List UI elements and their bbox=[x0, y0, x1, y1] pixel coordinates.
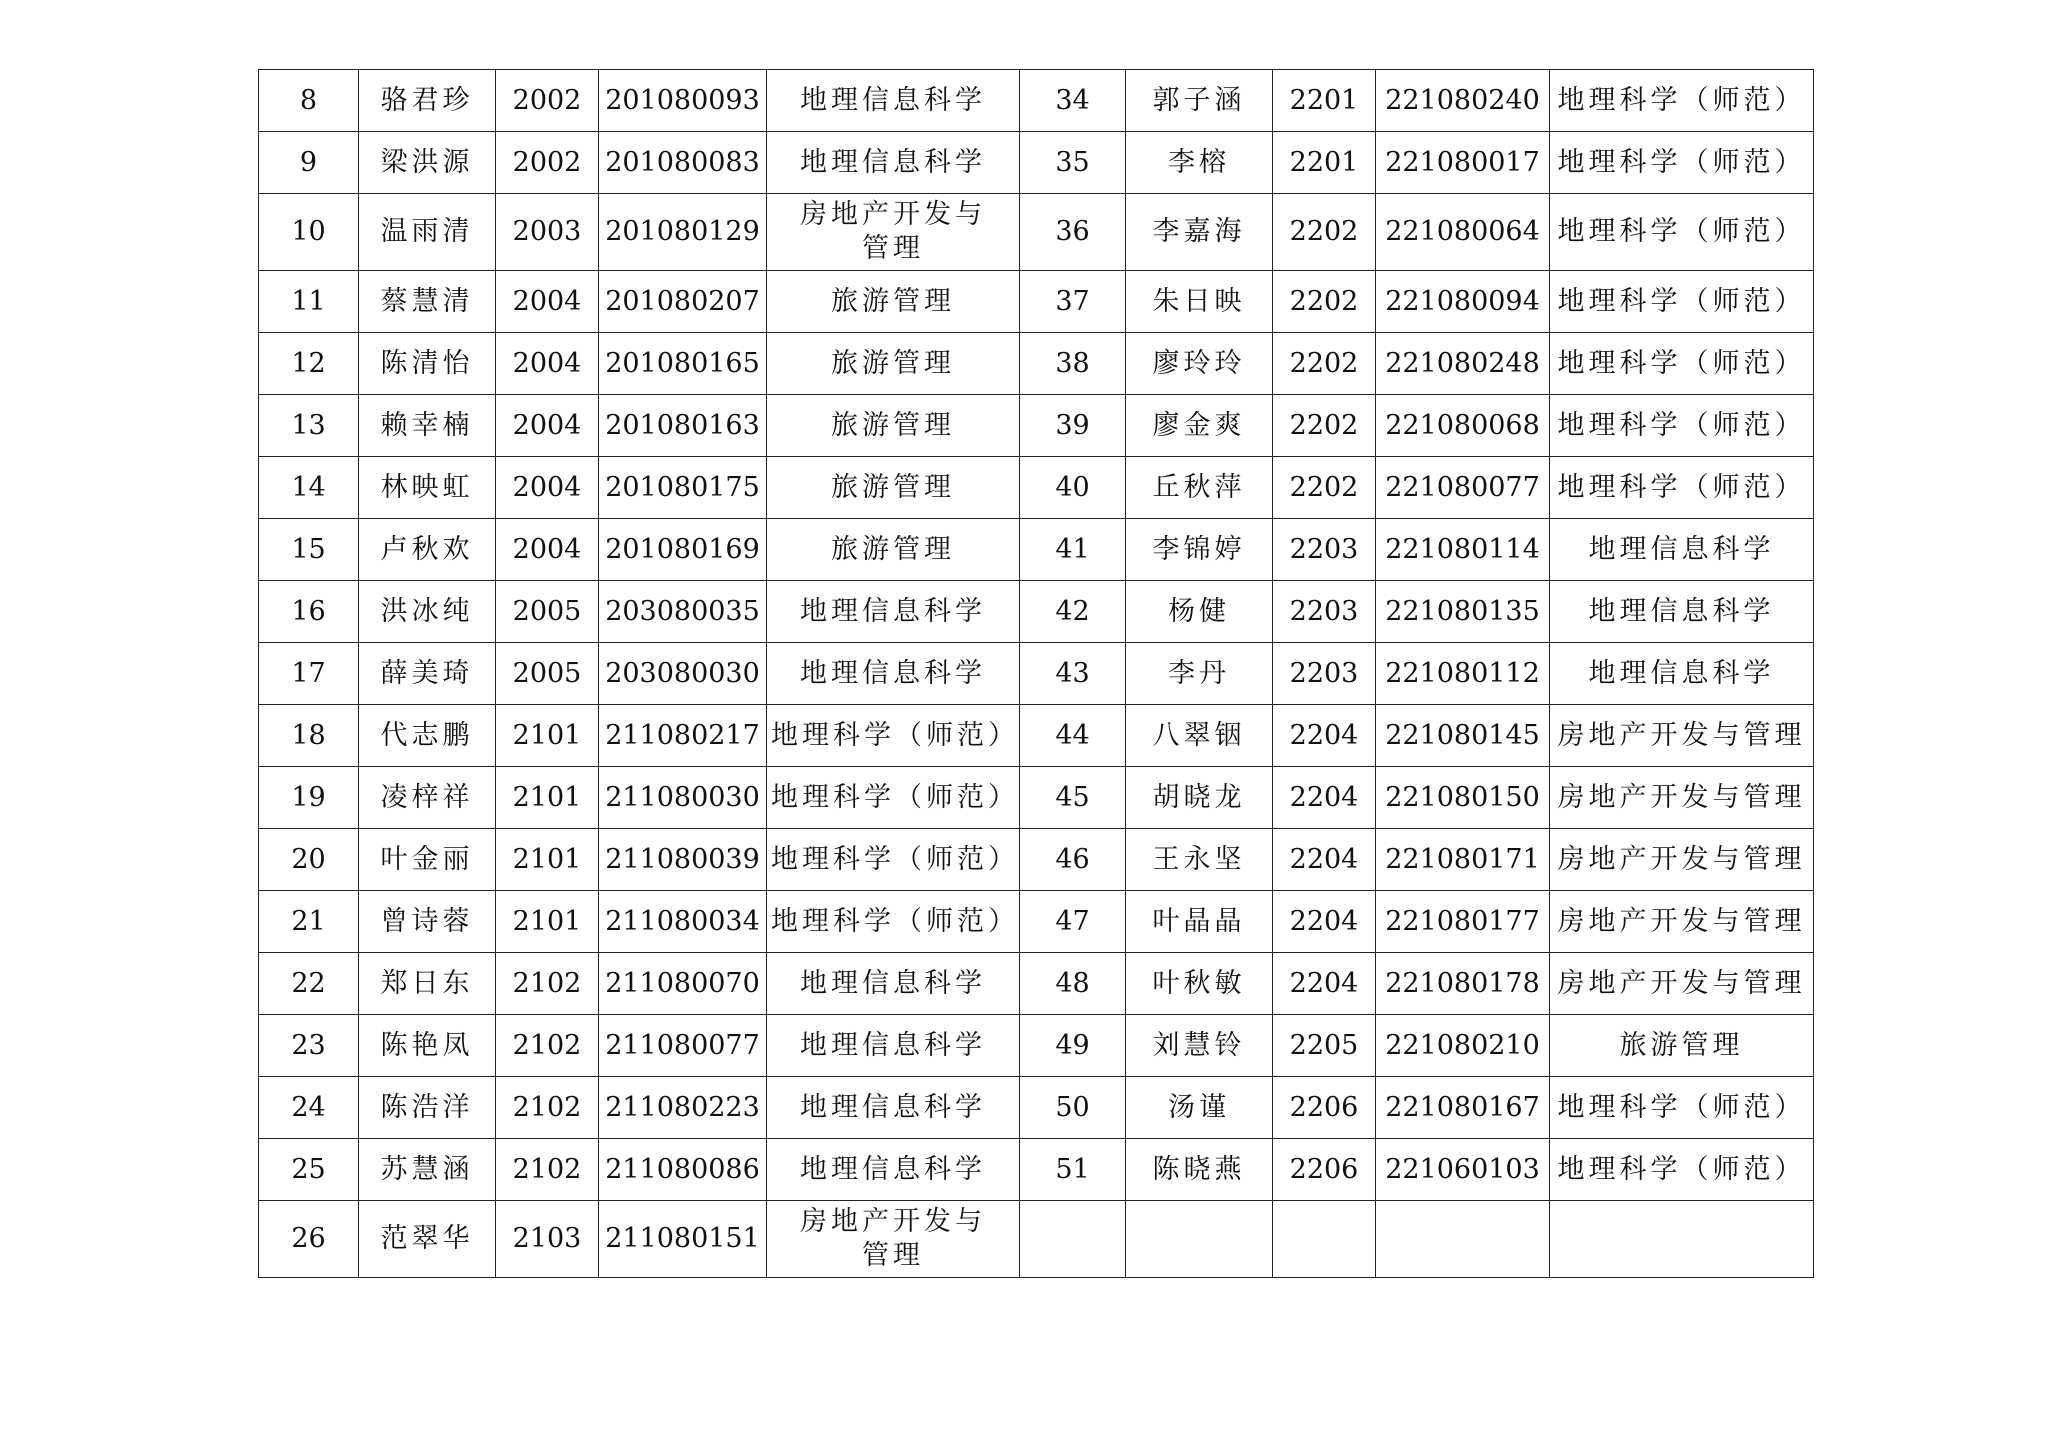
right-class-code-cell: 2202 bbox=[1273, 395, 1376, 457]
right-class-code-cell: 2202 bbox=[1273, 194, 1376, 271]
right-row-number-cell: 36 bbox=[1020, 194, 1126, 271]
left-major-cell: 房地产开发与管理 bbox=[767, 194, 1020, 271]
right-student-id-cell: 221080068 bbox=[1376, 395, 1550, 457]
right-row-number-cell: 42 bbox=[1020, 581, 1126, 643]
right-major-cell: 地理信息科学 bbox=[1550, 519, 1814, 581]
right-student-id-cell: 221080114 bbox=[1376, 519, 1550, 581]
left-major-cell: 地理科学（师范） bbox=[767, 767, 1020, 829]
left-row-number-cell: 18 bbox=[259, 705, 359, 767]
right-class-code-cell: 2204 bbox=[1273, 767, 1376, 829]
right-major-cell: 房地产开发与管理 bbox=[1550, 891, 1814, 953]
right-student-id-cell: 221080135 bbox=[1376, 581, 1550, 643]
right-row-number-cell: 46 bbox=[1020, 829, 1126, 891]
right-major-cell: 地理科学（师范） bbox=[1550, 1077, 1814, 1139]
right-class-code-cell: 2201 bbox=[1273, 132, 1376, 194]
left-class-code-cell: 2005 bbox=[496, 643, 599, 705]
left-student-id-cell: 201080207 bbox=[599, 271, 767, 333]
left-class-code-cell: 2003 bbox=[496, 194, 599, 271]
left-major-cell: 地理科学（师范） bbox=[767, 829, 1020, 891]
left-major-cell: 地理信息科学 bbox=[767, 1077, 1020, 1139]
right-row-number-cell: 37 bbox=[1020, 271, 1126, 333]
left-student-name-cell: 卢秋欢 bbox=[359, 519, 496, 581]
right-major-cell: 地理信息科学 bbox=[1550, 581, 1814, 643]
left-student-id-cell: 201080129 bbox=[599, 194, 767, 271]
right-class-code-cell: 2204 bbox=[1273, 705, 1376, 767]
right-major-cell: 地理科学（师范） bbox=[1550, 132, 1814, 194]
left-row-number-cell: 9 bbox=[259, 132, 359, 194]
right-student-id-cell: 221080077 bbox=[1376, 457, 1550, 519]
right-student-id-cell: 221080017 bbox=[1376, 132, 1550, 194]
left-student-id-cell: 211080030 bbox=[599, 767, 767, 829]
table-row bbox=[259, 1077, 1814, 1139]
right-student-id-cell: 221080178 bbox=[1376, 953, 1550, 1015]
roster-body bbox=[259, 70, 1814, 1278]
table-row bbox=[259, 891, 1814, 953]
table-row bbox=[259, 1015, 1814, 1077]
table-row bbox=[259, 333, 1814, 395]
left-student-name-cell: 梁洪源 bbox=[359, 132, 496, 194]
right-class-code-cell: 2205 bbox=[1273, 1015, 1376, 1077]
right-major-cell: 地理信息科学 bbox=[1550, 643, 1814, 705]
left-student-id-cell: 211080217 bbox=[599, 705, 767, 767]
right-class-code-cell: 2204 bbox=[1273, 891, 1376, 953]
left-student-id-cell: 211080151 bbox=[599, 1201, 767, 1278]
right-student-id-cell: 221080167 bbox=[1376, 1077, 1550, 1139]
right-student-name-cell bbox=[1126, 1201, 1273, 1278]
table-row bbox=[259, 1201, 1814, 1278]
right-student-id-cell bbox=[1376, 1201, 1550, 1278]
right-student-name-cell: 王永坚 bbox=[1126, 829, 1273, 891]
right-row-number-cell: 40 bbox=[1020, 457, 1126, 519]
right-row-number-cell: 45 bbox=[1020, 767, 1126, 829]
left-class-code-cell: 2004 bbox=[496, 519, 599, 581]
right-class-code-cell: 2202 bbox=[1273, 271, 1376, 333]
left-class-code-cell: 2101 bbox=[496, 891, 599, 953]
left-student-name-cell: 洪冰纯 bbox=[359, 581, 496, 643]
left-class-code-cell: 2004 bbox=[496, 271, 599, 333]
table-row bbox=[259, 395, 1814, 457]
right-student-id-cell: 221080094 bbox=[1376, 271, 1550, 333]
right-student-id-cell: 221080171 bbox=[1376, 829, 1550, 891]
left-row-number-cell: 23 bbox=[259, 1015, 359, 1077]
right-student-name-cell: 朱日映 bbox=[1126, 271, 1273, 333]
right-major-cell: 房地产开发与管理 bbox=[1550, 829, 1814, 891]
left-row-number-cell: 12 bbox=[259, 333, 359, 395]
left-class-code-cell: 2102 bbox=[496, 953, 599, 1015]
left-class-code-cell: 2002 bbox=[496, 70, 599, 132]
table-row bbox=[259, 132, 1814, 194]
right-student-id-cell: 221080210 bbox=[1376, 1015, 1550, 1077]
left-class-code-cell: 2101 bbox=[496, 705, 599, 767]
right-student-id-cell: 221060103 bbox=[1376, 1139, 1550, 1201]
left-major-cell: 地理信息科学 bbox=[767, 132, 1020, 194]
right-student-name-cell: 李丹 bbox=[1126, 643, 1273, 705]
student-roster-table bbox=[258, 69, 1814, 1278]
left-student-id-cell: 201080083 bbox=[599, 132, 767, 194]
left-student-id-cell: 201080169 bbox=[599, 519, 767, 581]
right-student-name-cell: 廖金爽 bbox=[1126, 395, 1273, 457]
left-class-code-cell: 2004 bbox=[496, 333, 599, 395]
table-row bbox=[259, 705, 1814, 767]
right-student-id-cell: 221080177 bbox=[1376, 891, 1550, 953]
left-student-id-cell: 201080175 bbox=[599, 457, 767, 519]
right-major-cell: 地理科学（师范） bbox=[1550, 333, 1814, 395]
left-student-name-cell: 陈浩洋 bbox=[359, 1077, 496, 1139]
right-class-code-cell: 2201 bbox=[1273, 70, 1376, 132]
left-student-name-cell: 陈艳凤 bbox=[359, 1015, 496, 1077]
left-class-code-cell: 2005 bbox=[496, 581, 599, 643]
table-row bbox=[259, 643, 1814, 705]
left-major-cell: 地理信息科学 bbox=[767, 1015, 1020, 1077]
right-major-cell: 房地产开发与管理 bbox=[1550, 705, 1814, 767]
right-student-name-cell: 杨健 bbox=[1126, 581, 1273, 643]
left-row-number-cell: 20 bbox=[259, 829, 359, 891]
left-row-number-cell: 21 bbox=[259, 891, 359, 953]
right-row-number-cell: 34 bbox=[1020, 70, 1126, 132]
left-major-cell: 地理信息科学 bbox=[767, 953, 1020, 1015]
right-row-number-cell: 50 bbox=[1020, 1077, 1126, 1139]
right-student-name-cell: 丘秋萍 bbox=[1126, 457, 1273, 519]
right-row-number-cell: 35 bbox=[1020, 132, 1126, 194]
table-row bbox=[259, 271, 1814, 333]
right-row-number-cell: 41 bbox=[1020, 519, 1126, 581]
left-student-id-cell: 211080039 bbox=[599, 829, 767, 891]
left-major-cell: 房地产开发与管理 bbox=[767, 1201, 1020, 1278]
right-class-code-cell: 2204 bbox=[1273, 829, 1376, 891]
right-student-id-cell: 221080145 bbox=[1376, 705, 1550, 767]
right-class-code-cell: 2206 bbox=[1273, 1077, 1376, 1139]
right-class-code-cell: 2203 bbox=[1273, 643, 1376, 705]
left-student-name-cell: 陈清怡 bbox=[359, 333, 496, 395]
right-major-cell: 地理科学（师范） bbox=[1550, 194, 1814, 271]
right-class-code-cell: 2204 bbox=[1273, 953, 1376, 1015]
left-student-name-cell: 范翠华 bbox=[359, 1201, 496, 1278]
left-row-number-cell: 17 bbox=[259, 643, 359, 705]
left-class-code-cell: 2004 bbox=[496, 457, 599, 519]
left-student-name-cell: 薛美琦 bbox=[359, 643, 496, 705]
right-student-name-cell: 汤谨 bbox=[1126, 1077, 1273, 1139]
right-student-name-cell: 李嘉海 bbox=[1126, 194, 1273, 271]
left-class-code-cell: 2101 bbox=[496, 829, 599, 891]
left-student-name-cell: 温雨清 bbox=[359, 194, 496, 271]
left-student-name-cell: 赖幸楠 bbox=[359, 395, 496, 457]
right-student-id-cell: 221080240 bbox=[1376, 70, 1550, 132]
left-row-number-cell: 10 bbox=[259, 194, 359, 271]
left-student-id-cell: 203080035 bbox=[599, 581, 767, 643]
left-major-cell: 旅游管理 bbox=[767, 519, 1020, 581]
right-student-name-cell: 陈晓燕 bbox=[1126, 1139, 1273, 1201]
table-row bbox=[259, 767, 1814, 829]
left-student-id-cell: 201080093 bbox=[599, 70, 767, 132]
left-major-cell: 旅游管理 bbox=[767, 457, 1020, 519]
left-row-number-cell: 13 bbox=[259, 395, 359, 457]
right-student-name-cell: 胡晓龙 bbox=[1126, 767, 1273, 829]
left-student-id-cell: 211080077 bbox=[599, 1015, 767, 1077]
right-class-code-cell: 2202 bbox=[1273, 457, 1376, 519]
left-student-id-cell: 211080086 bbox=[599, 1139, 767, 1201]
right-class-code-cell: 2206 bbox=[1273, 1139, 1376, 1201]
right-row-number-cell bbox=[1020, 1201, 1126, 1278]
left-major-cell: 旅游管理 bbox=[767, 333, 1020, 395]
table-row bbox=[259, 457, 1814, 519]
left-row-number-cell: 8 bbox=[259, 70, 359, 132]
right-student-id-cell: 221080150 bbox=[1376, 767, 1550, 829]
right-major-cell: 地理科学（师范） bbox=[1550, 457, 1814, 519]
left-student-id-cell: 203080030 bbox=[599, 643, 767, 705]
right-major-cell: 地理科学（师范） bbox=[1550, 271, 1814, 333]
right-student-name-cell: 刘慧铃 bbox=[1126, 1015, 1273, 1077]
left-student-name-cell: 骆君珍 bbox=[359, 70, 496, 132]
table-row bbox=[259, 70, 1814, 132]
left-student-id-cell: 211080034 bbox=[599, 891, 767, 953]
right-row-number-cell: 47 bbox=[1020, 891, 1126, 953]
right-row-number-cell: 43 bbox=[1020, 643, 1126, 705]
table-row bbox=[259, 1139, 1814, 1201]
right-class-code-cell: 2203 bbox=[1273, 581, 1376, 643]
left-student-id-cell: 201080165 bbox=[599, 333, 767, 395]
right-student-name-cell: 叶晶晶 bbox=[1126, 891, 1273, 953]
table-row bbox=[259, 953, 1814, 1015]
left-major-cell: 地理信息科学 bbox=[767, 581, 1020, 643]
left-row-number-cell: 24 bbox=[259, 1077, 359, 1139]
left-student-name-cell: 林映虹 bbox=[359, 457, 496, 519]
left-student-name-cell: 凌梓祥 bbox=[359, 767, 496, 829]
right-major-cell: 房地产开发与管理 bbox=[1550, 953, 1814, 1015]
left-student-name-cell: 曾诗蓉 bbox=[359, 891, 496, 953]
left-class-code-cell: 2101 bbox=[496, 767, 599, 829]
left-student-name-cell: 叶金丽 bbox=[359, 829, 496, 891]
right-major-cell: 地理科学（师范） bbox=[1550, 1139, 1814, 1201]
right-class-code-cell bbox=[1273, 1201, 1376, 1278]
right-row-number-cell: 48 bbox=[1020, 953, 1126, 1015]
right-student-name-cell: 郭子涵 bbox=[1126, 70, 1273, 132]
right-student-name-cell: 李榕 bbox=[1126, 132, 1273, 194]
right-row-number-cell: 38 bbox=[1020, 333, 1126, 395]
right-major-cell: 地理科学（师范） bbox=[1550, 70, 1814, 132]
left-class-code-cell: 2102 bbox=[496, 1077, 599, 1139]
left-row-number-cell: 19 bbox=[259, 767, 359, 829]
right-student-id-cell: 221080064 bbox=[1376, 194, 1550, 271]
left-major-cell: 地理信息科学 bbox=[767, 70, 1020, 132]
left-row-number-cell: 14 bbox=[259, 457, 359, 519]
left-student-name-cell: 苏慧涵 bbox=[359, 1139, 496, 1201]
left-major-cell: 旅游管理 bbox=[767, 271, 1020, 333]
right-class-code-cell: 2202 bbox=[1273, 333, 1376, 395]
left-major-cell: 地理信息科学 bbox=[767, 643, 1020, 705]
right-student-name-cell: 八翠铟 bbox=[1126, 705, 1273, 767]
right-class-code-cell: 2203 bbox=[1273, 519, 1376, 581]
right-student-name-cell: 李锦婷 bbox=[1126, 519, 1273, 581]
left-student-id-cell: 201080163 bbox=[599, 395, 767, 457]
left-class-code-cell: 2002 bbox=[496, 132, 599, 194]
right-row-number-cell: 51 bbox=[1020, 1139, 1126, 1201]
right-row-number-cell: 44 bbox=[1020, 705, 1126, 767]
right-student-id-cell: 221080112 bbox=[1376, 643, 1550, 705]
left-class-code-cell: 2004 bbox=[496, 395, 599, 457]
left-student-id-cell: 211080223 bbox=[599, 1077, 767, 1139]
table-row bbox=[259, 519, 1814, 581]
right-major-cell: 旅游管理 bbox=[1550, 1015, 1814, 1077]
left-class-code-cell: 2103 bbox=[496, 1201, 599, 1278]
right-student-name-cell: 叶秋敏 bbox=[1126, 953, 1273, 1015]
right-student-id-cell: 221080248 bbox=[1376, 333, 1550, 395]
left-student-id-cell: 211080070 bbox=[599, 953, 767, 1015]
left-row-number-cell: 25 bbox=[259, 1139, 359, 1201]
table-row bbox=[259, 581, 1814, 643]
left-student-name-cell: 代志鹏 bbox=[359, 705, 496, 767]
table-row bbox=[259, 829, 1814, 891]
right-row-number-cell: 39 bbox=[1020, 395, 1126, 457]
right-major-cell: 地理科学（师范） bbox=[1550, 395, 1814, 457]
left-major-cell: 旅游管理 bbox=[767, 395, 1020, 457]
left-major-cell: 地理信息科学 bbox=[767, 1139, 1020, 1201]
left-row-number-cell: 16 bbox=[259, 581, 359, 643]
left-row-number-cell: 15 bbox=[259, 519, 359, 581]
left-row-number-cell: 26 bbox=[259, 1201, 359, 1278]
left-row-number-cell: 11 bbox=[259, 271, 359, 333]
right-major-cell bbox=[1550, 1201, 1814, 1278]
left-class-code-cell: 2102 bbox=[496, 1015, 599, 1077]
left-class-code-cell: 2102 bbox=[496, 1139, 599, 1201]
right-row-number-cell: 49 bbox=[1020, 1015, 1126, 1077]
right-major-cell: 房地产开发与管理 bbox=[1550, 767, 1814, 829]
left-major-cell: 地理科学（师范） bbox=[767, 705, 1020, 767]
left-row-number-cell: 22 bbox=[259, 953, 359, 1015]
left-student-name-cell: 郑日东 bbox=[359, 953, 496, 1015]
table-row bbox=[259, 194, 1814, 271]
left-major-cell: 地理科学（师范） bbox=[767, 891, 1020, 953]
left-student-name-cell: 蔡慧清 bbox=[359, 271, 496, 333]
right-student-name-cell: 廖玲玲 bbox=[1126, 333, 1273, 395]
